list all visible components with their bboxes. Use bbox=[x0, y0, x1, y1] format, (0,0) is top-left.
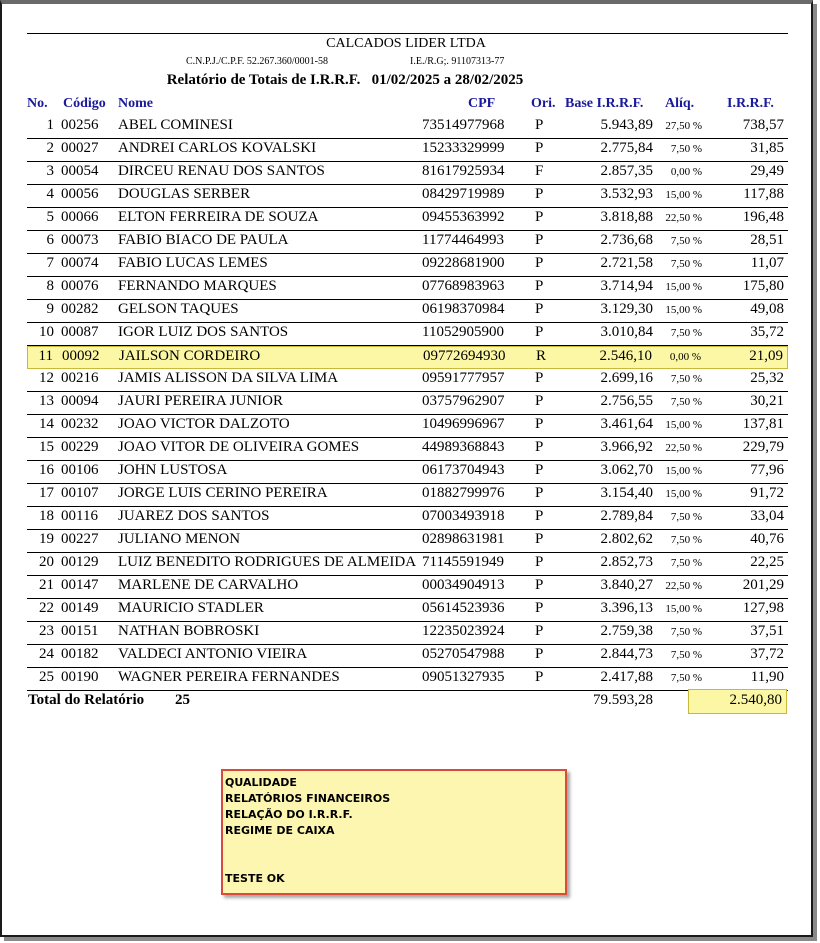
cell-no: 20 bbox=[39, 554, 54, 570]
cell-aliq: 22,50 % bbox=[665, 580, 702, 592]
total-base: 79.593,28 bbox=[593, 692, 653, 708]
note-line: RELATÓRIOS FINANCEIROS bbox=[225, 792, 391, 805]
cell-no: 19 bbox=[39, 531, 54, 547]
cell-cpf: 07768983963 bbox=[422, 278, 505, 294]
cell-base: 2.789,84 bbox=[600, 508, 653, 524]
cell-name: MAURICIO STADLER bbox=[118, 600, 264, 616]
cell-cpf: 12235023924 bbox=[422, 623, 505, 639]
cell-ori: P bbox=[535, 669, 544, 685]
cell-no: 4 bbox=[46, 186, 54, 202]
cell-name: DIRCEU RENAU DOS SANTOS bbox=[118, 163, 325, 179]
cell-irrf: 91,72 bbox=[750, 485, 784, 501]
cell-ori: P bbox=[535, 301, 544, 317]
cell-cpf: 81617925934 bbox=[422, 163, 505, 179]
cell-aliq: 22,50 % bbox=[665, 442, 702, 454]
cell-irrf: 40,76 bbox=[750, 531, 784, 547]
cell-name: MARLENE DE CARVALHO bbox=[118, 577, 299, 593]
table-row bbox=[27, 668, 788, 691]
cell-base: 3.154,40 bbox=[600, 485, 653, 501]
cell-code: 00092 bbox=[62, 348, 100, 364]
cell-cpf: 01882799976 bbox=[422, 485, 505, 501]
cell-name: JOAO VICTOR DALZOTO bbox=[118, 416, 290, 432]
cell-aliq: 22,50 % bbox=[665, 212, 702, 224]
report-title: Relatório de Totais de I.R.R.F. 01/02/2025 a 28/02/2025 bbox=[166, 72, 524, 88]
cell-code: 00027 bbox=[61, 140, 99, 156]
cell-name: FABIO LUCAS LEMES bbox=[118, 255, 268, 271]
cell-name: LUIZ BENEDITO RODRIGUES DE ALMEIDA bbox=[118, 554, 417, 570]
cell-no: 9 bbox=[46, 301, 54, 317]
cell-no: 11 bbox=[38, 348, 53, 364]
table-row bbox=[27, 369, 788, 392]
table-row bbox=[27, 323, 788, 346]
cell-aliq: 0,00 % bbox=[669, 351, 701, 363]
cell-no: 13 bbox=[39, 393, 54, 409]
table-row bbox=[27, 231, 788, 254]
cell-cpf: 08429719989 bbox=[422, 186, 505, 202]
cell-base: 3.714,94 bbox=[600, 278, 653, 294]
cell-ori: P bbox=[535, 485, 544, 501]
table-row bbox=[27, 553, 788, 576]
cell-cpf: 71145591949 bbox=[422, 554, 504, 570]
cell-irrf: 137,81 bbox=[742, 416, 784, 432]
cell-aliq: 7,50 % bbox=[670, 143, 702, 155]
cell-base: 2.699,16 bbox=[600, 370, 653, 386]
cell-irrf: 22,25 bbox=[750, 554, 784, 570]
cell-no: 21 bbox=[39, 577, 54, 593]
cell-no: 1 bbox=[46, 117, 54, 133]
table-row bbox=[27, 576, 788, 599]
cell-cpf: 09455363992 bbox=[422, 209, 505, 225]
cell-irrf: 175,80 bbox=[742, 278, 784, 294]
report-table bbox=[27, 116, 788, 691]
cell-cpf: 09228681900 bbox=[422, 255, 505, 271]
cell-irrf: 21,09 bbox=[749, 348, 783, 364]
cell-name: JAURI PEREIRA JUNIOR bbox=[118, 393, 284, 409]
cell-aliq: 15,00 % bbox=[665, 419, 702, 431]
cell-irrf: 11,90 bbox=[750, 669, 784, 685]
cell-cpf: 05270547988 bbox=[422, 646, 505, 662]
cell-aliq: 15,00 % bbox=[665, 189, 702, 201]
cell-base: 3.840,27 bbox=[600, 577, 653, 593]
table-row bbox=[27, 622, 788, 645]
table-row bbox=[27, 139, 788, 162]
cell-cpf: 15233329999 bbox=[422, 140, 505, 156]
cell-base: 5.943,89 bbox=[600, 117, 653, 133]
cell-irrf: 30,21 bbox=[750, 393, 784, 409]
cell-ori: P bbox=[535, 209, 544, 225]
col-header-aliq: Alíq. bbox=[665, 96, 695, 111]
cell-base: 2.736,68 bbox=[600, 232, 653, 248]
cell-ori: R bbox=[536, 348, 547, 364]
cell-aliq: 15,00 % bbox=[665, 465, 702, 477]
cell-ori: P bbox=[535, 439, 544, 455]
cell-cpf: 02898631981 bbox=[422, 531, 505, 547]
cell-ori: P bbox=[535, 140, 544, 156]
table-row bbox=[27, 392, 788, 415]
note-line: QUALIDADE bbox=[225, 776, 297, 789]
cell-cpf: 09772694930 bbox=[423, 348, 506, 364]
cell-ori: P bbox=[535, 416, 544, 432]
cell-name: WAGNER PEREIRA FERNANDES bbox=[118, 669, 340, 685]
cell-code: 00149 bbox=[61, 600, 99, 616]
col-header-no: No. bbox=[27, 96, 48, 111]
cell-aliq: 7,50 % bbox=[670, 373, 702, 385]
note-line: TESTE OK bbox=[225, 872, 285, 885]
cell-base: 3.818,88 bbox=[600, 209, 653, 225]
cell-no: 18 bbox=[39, 508, 54, 524]
cell-no: 10 bbox=[39, 324, 54, 340]
cell-name: JAMIS ALISSON DA SILVA LIMA bbox=[118, 370, 339, 386]
cell-ori: P bbox=[535, 370, 544, 386]
cell-base: 3.396,13 bbox=[600, 600, 653, 616]
table-row bbox=[27, 185, 788, 208]
cell-no: 24 bbox=[39, 646, 54, 662]
cell-ori: P bbox=[535, 232, 544, 248]
cell-base: 2.721,58 bbox=[600, 255, 653, 271]
cell-ori: P bbox=[535, 623, 544, 639]
cell-code: 00256 bbox=[61, 117, 99, 133]
cell-code: 00232 bbox=[61, 416, 99, 432]
cell-code: 00074 bbox=[61, 255, 99, 271]
total-irrf: 2.540,80 bbox=[688, 689, 787, 714]
cell-irrf: 196,48 bbox=[742, 209, 784, 225]
table-row bbox=[27, 277, 788, 300]
cell-base: 3.461,64 bbox=[600, 416, 653, 432]
cell-aliq: 7,50 % bbox=[670, 235, 702, 247]
cell-no: 6 bbox=[46, 232, 54, 248]
cell-code: 00190 bbox=[61, 669, 99, 685]
cell-irrf: 33,04 bbox=[750, 508, 784, 524]
note-line: RELAÇÃO DO I.R.R.F. bbox=[225, 808, 353, 821]
cell-name: FERNANDO MARQUES bbox=[118, 278, 277, 294]
table-row bbox=[27, 438, 788, 461]
cell-irrf: 37,72 bbox=[750, 646, 784, 662]
cell-aliq: 15,00 % bbox=[665, 281, 702, 293]
cell-code: 00073 bbox=[61, 232, 99, 248]
cell-code: 00182 bbox=[61, 646, 99, 662]
cell-irrf: 37,51 bbox=[750, 623, 784, 639]
cell-irrf: 35,72 bbox=[750, 324, 784, 340]
cell-base: 2.546,10 bbox=[599, 348, 652, 364]
company-ie: I.E./R.G;. 91107313-77 bbox=[410, 56, 505, 67]
cell-irrf: 201,29 bbox=[742, 577, 784, 593]
col-header-name: Nome bbox=[118, 96, 153, 111]
cell-base: 2.802,62 bbox=[600, 531, 653, 547]
table-row bbox=[27, 461, 788, 484]
cell-no: 16 bbox=[39, 462, 54, 478]
cell-irrf: 229,79 bbox=[742, 439, 784, 455]
cell-code: 00054 bbox=[61, 163, 99, 179]
cell-base: 2.844,73 bbox=[600, 646, 653, 662]
table-row bbox=[27, 116, 788, 139]
note-line bbox=[225, 855, 563, 871]
cell-code: 00116 bbox=[61, 508, 98, 524]
cell-ori: P bbox=[535, 508, 544, 524]
cell-irrf: 11,07 bbox=[750, 255, 784, 271]
table-row bbox=[27, 208, 788, 231]
note-line bbox=[225, 839, 563, 855]
table-row bbox=[27, 507, 788, 530]
cell-aliq: 7,50 % bbox=[670, 672, 702, 684]
table-row bbox=[27, 300, 788, 323]
cell-ori: P bbox=[535, 577, 544, 593]
cell-base: 3.010,84 bbox=[600, 324, 653, 340]
cell-no: 3 bbox=[46, 163, 54, 179]
cell-code: 00282 bbox=[61, 301, 99, 317]
cell-no: 5 bbox=[46, 209, 54, 225]
cell-ori: P bbox=[535, 255, 544, 271]
cell-irrf: 28,51 bbox=[750, 232, 784, 248]
cell-code: 00056 bbox=[61, 186, 99, 202]
cell-no: 7 bbox=[46, 255, 54, 271]
table-row bbox=[27, 530, 788, 553]
cell-cpf: 05614523936 bbox=[422, 600, 505, 616]
cell-no: 25 bbox=[39, 669, 54, 685]
cell-cpf: 11774464993 bbox=[422, 232, 504, 248]
cell-base: 2.417,88 bbox=[600, 669, 653, 685]
cell-irrf: 117,88 bbox=[743, 186, 784, 202]
cell-ori: P bbox=[535, 324, 544, 340]
cell-name: ABEL COMINESI bbox=[118, 117, 233, 133]
cell-name: JOHN LUSTOSA bbox=[118, 462, 228, 478]
cell-cpf: 44989368843 bbox=[422, 439, 505, 455]
cell-code: 00229 bbox=[61, 439, 99, 455]
cell-no: 2 bbox=[46, 140, 54, 156]
table-row bbox=[27, 346, 788, 369]
cell-code: 00106 bbox=[61, 462, 99, 478]
cell-aliq: 7,50 % bbox=[670, 649, 702, 661]
cell-base: 2.852,73 bbox=[600, 554, 653, 570]
cell-code: 00129 bbox=[61, 554, 99, 570]
cell-aliq: 15,00 % bbox=[665, 488, 702, 500]
cell-name: JORGE LUIS CERINO PEREIRA bbox=[118, 485, 328, 501]
cell-irrf: 77,96 bbox=[750, 462, 784, 478]
cell-base: 2.756,55 bbox=[600, 393, 653, 409]
cell-ori: P bbox=[535, 600, 544, 616]
cell-aliq: 7,50 % bbox=[670, 626, 702, 638]
cell-code: 00107 bbox=[61, 485, 99, 501]
cell-no: 12 bbox=[39, 370, 54, 386]
cell-cpf: 10496996967 bbox=[422, 416, 505, 432]
cell-aliq: 7,50 % bbox=[670, 557, 702, 569]
cell-code: 00147 bbox=[61, 577, 99, 593]
cell-name: ANDREI CARLOS KOVALSKI bbox=[118, 140, 317, 156]
cell-aliq: 0,00 % bbox=[670, 166, 702, 178]
sticky-note bbox=[221, 769, 567, 895]
cell-name: IGOR LUIZ DOS SANTOS bbox=[118, 324, 289, 340]
cell-cpf: 03757962907 bbox=[422, 393, 505, 409]
cell-name: JAILSON CORDEIRO bbox=[119, 348, 261, 364]
cell-irrf: 127,98 bbox=[742, 600, 784, 616]
cell-name: JUAREZ DOS SANTOS bbox=[118, 508, 270, 524]
cell-no: 8 bbox=[46, 278, 54, 294]
cell-irrf: 49,08 bbox=[750, 301, 784, 317]
cell-cpf: 00034904913 bbox=[422, 577, 505, 593]
cell-base: 2.857,35 bbox=[600, 163, 653, 179]
total-label: Total do Relatório bbox=[28, 692, 145, 708]
cell-code: 00216 bbox=[61, 370, 99, 386]
cell-irrf: 31,85 bbox=[750, 140, 784, 156]
cell-ori: P bbox=[535, 554, 544, 570]
cell-irrf: 29,49 bbox=[750, 163, 784, 179]
cell-name: VALDECI ANTONIO VIEIRA bbox=[118, 646, 308, 662]
cell-code: 00087 bbox=[61, 324, 99, 340]
cell-name: DOUGLAS SERBER bbox=[118, 186, 251, 202]
cell-cpf: 07003493918 bbox=[422, 508, 505, 524]
cell-ori: P bbox=[535, 393, 544, 409]
cell-aliq: 7,50 % bbox=[670, 396, 702, 408]
company-name: CALCADOS LIDER LTDA bbox=[326, 36, 486, 51]
cell-cpf: 06173704943 bbox=[422, 462, 505, 478]
cell-no: 14 bbox=[39, 416, 54, 432]
cell-no: 23 bbox=[39, 623, 54, 639]
cell-irrf: 738,57 bbox=[742, 117, 784, 133]
cell-base: 3.966,92 bbox=[600, 439, 653, 455]
cell-aliq: 15,00 % bbox=[665, 304, 702, 316]
table-row bbox=[27, 254, 788, 277]
table-row bbox=[27, 484, 788, 507]
cell-cpf: 06198370984 bbox=[422, 301, 505, 317]
cell-ori: P bbox=[535, 278, 544, 294]
table-row bbox=[27, 599, 788, 622]
cell-base: 2.775,84 bbox=[600, 140, 653, 156]
col-header-ori: Ori. bbox=[531, 96, 556, 111]
cell-code: 00094 bbox=[61, 393, 99, 409]
cell-code: 00076 bbox=[61, 278, 99, 294]
table-row bbox=[27, 162, 788, 185]
cell-aliq: 7,50 % bbox=[670, 534, 702, 546]
cell-no: 17 bbox=[39, 485, 54, 501]
cell-name: GELSON TAQUES bbox=[118, 301, 239, 317]
cell-cpf: 11052905900 bbox=[422, 324, 504, 340]
cell-ori: P bbox=[535, 646, 544, 662]
cell-aliq: 7,50 % bbox=[670, 327, 702, 339]
cell-aliq: 7,50 % bbox=[670, 511, 702, 523]
cell-code: 00151 bbox=[61, 623, 99, 639]
total-count: 25 bbox=[175, 692, 190, 708]
col-header-cpf: CPF bbox=[468, 96, 496, 111]
col-header-code: Código bbox=[63, 96, 106, 111]
cell-name: FABIO BIACO DE PAULA bbox=[118, 232, 289, 248]
cell-base: 3.129,30 bbox=[600, 301, 653, 317]
note-line: REGIME DE CAIXA bbox=[225, 824, 335, 837]
cell-ori: P bbox=[535, 531, 544, 547]
table-row bbox=[27, 645, 788, 668]
cell-ori: P bbox=[535, 186, 544, 202]
cell-name: ELTON FERREIRA DE SOUZA bbox=[118, 209, 319, 225]
company-cnpj: C.N.P.J./C.P.F. 52.267.360/0001-58 bbox=[186, 56, 329, 67]
cell-cpf: 09051327935 bbox=[422, 669, 505, 685]
cell-base: 3.062,70 bbox=[600, 462, 653, 478]
cell-irrf: 25,32 bbox=[750, 370, 784, 386]
cell-name: NATHAN BOBROSKI bbox=[118, 623, 260, 639]
cell-base: 2.759,38 bbox=[600, 623, 653, 639]
cell-ori: F bbox=[535, 163, 544, 179]
cell-no: 15 bbox=[39, 439, 54, 455]
table-row bbox=[27, 415, 788, 438]
cell-aliq: 15,00 % bbox=[665, 603, 702, 615]
col-header-base: Base I.R.R.F. bbox=[565, 96, 644, 111]
cell-cpf: 09591777957 bbox=[422, 370, 505, 386]
cell-no: 22 bbox=[39, 600, 54, 616]
cell-cpf: 73514977968 bbox=[422, 117, 505, 133]
cell-code: 00227 bbox=[61, 531, 99, 547]
cell-name: JULIANO MENON bbox=[118, 531, 241, 547]
cell-code: 00066 bbox=[61, 209, 99, 225]
col-header-irrf: I.R.R.F. bbox=[727, 96, 774, 111]
cell-base: 3.532,93 bbox=[600, 186, 653, 202]
cell-name: JOAO VITOR DE OLIVEIRA GOMES bbox=[118, 439, 360, 455]
cell-ori: P bbox=[535, 462, 544, 478]
cell-aliq: 7,50 % bbox=[670, 258, 702, 270]
top-rule bbox=[27, 33, 788, 34]
cell-ori: P bbox=[535, 117, 544, 133]
cell-aliq: 27,50 % bbox=[665, 120, 702, 132]
